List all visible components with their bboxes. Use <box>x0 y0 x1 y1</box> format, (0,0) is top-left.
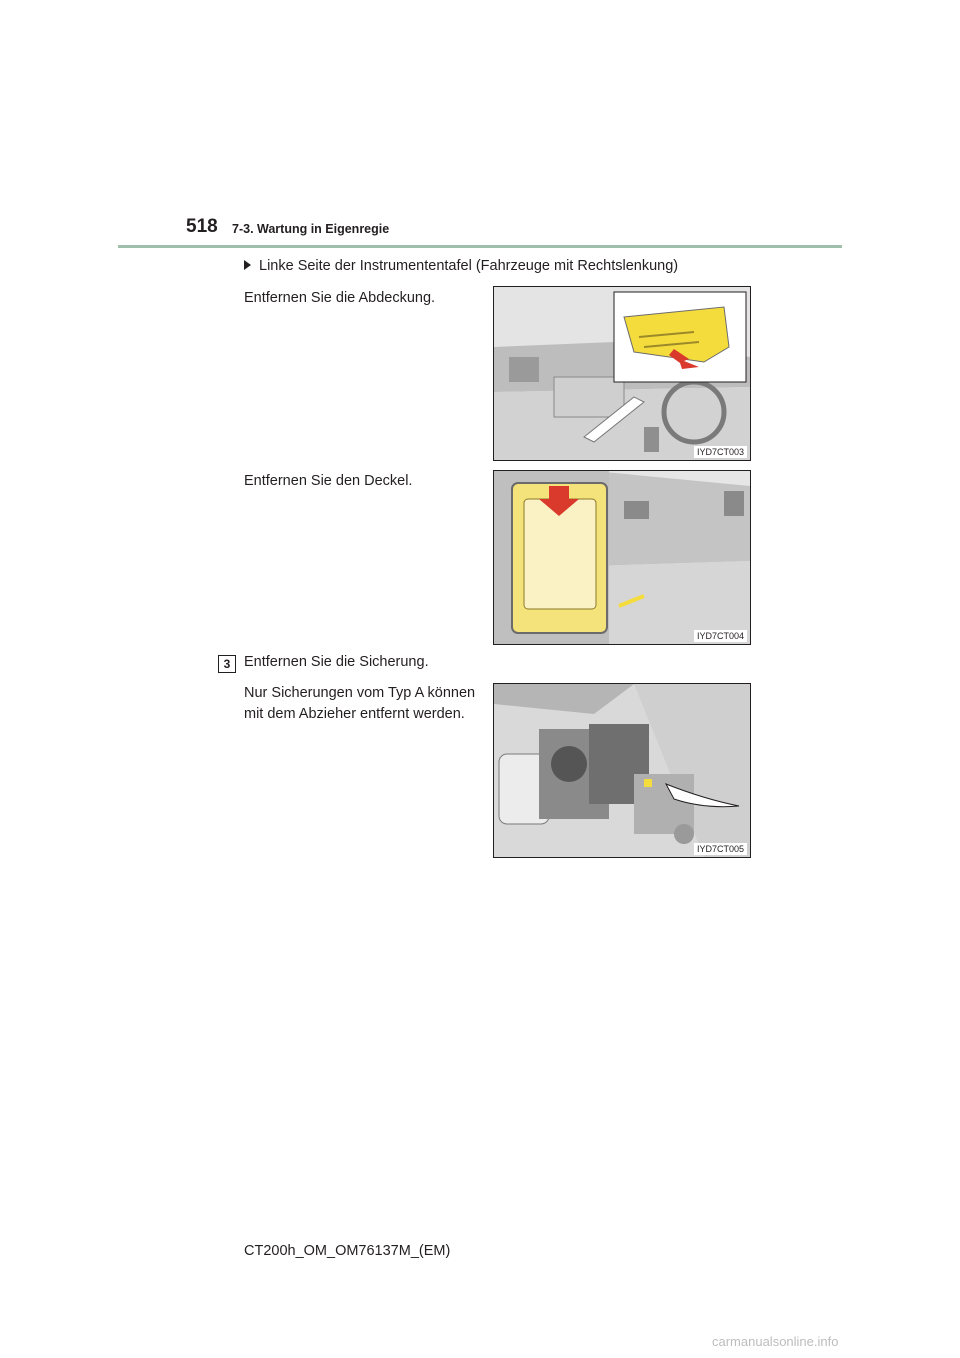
watermark-text: carmanualsonline.info <box>712 1334 839 1349</box>
footer-doc-code: CT200h_OM_OM76137M_(EM) <box>244 1243 451 1259</box>
page-number: 518 <box>186 216 218 237</box>
fuse-lid-illustration <box>494 471 750 644</box>
triangle-bullet-icon <box>244 260 251 270</box>
bullet-heading-text: Linke Seite der Instrumententafel (Fahrzeuge mit Rechtslenkung) <box>259 258 679 274</box>
step3-note <box>244 683 475 725</box>
figure-engine-fuse <box>493 683 751 858</box>
figure-dashboard-cover <box>493 286 751 461</box>
step3-number: 3 <box>218 655 236 673</box>
step1-text: Entfernen Sie die Abdeckung. <box>244 290 436 306</box>
figure-code: IYD7CT003 <box>694 446 747 458</box>
figure-fuse-lid <box>493 470 751 645</box>
header-rule <box>118 245 842 248</box>
figure-code: IYD7CT004 <box>694 630 747 642</box>
step3-note-line2: mit dem Abzieher entfernt werden. <box>244 706 465 722</box>
figure-code: IYD7CT005 <box>694 843 747 855</box>
dashboard-cover-illustration <box>494 287 750 460</box>
engine-fuse-illustration <box>494 684 750 857</box>
step2-text: Entfernen Sie den Deckel. <box>244 473 413 489</box>
step3-text: Entfernen Sie die Sicherung. <box>244 654 429 670</box>
chapter-title: 7-3. Wartung in Eigenregie <box>232 222 390 236</box>
bullet-heading <box>244 258 678 274</box>
step3-note-line1: Nur Sicherungen vom Typ A können <box>244 685 476 701</box>
